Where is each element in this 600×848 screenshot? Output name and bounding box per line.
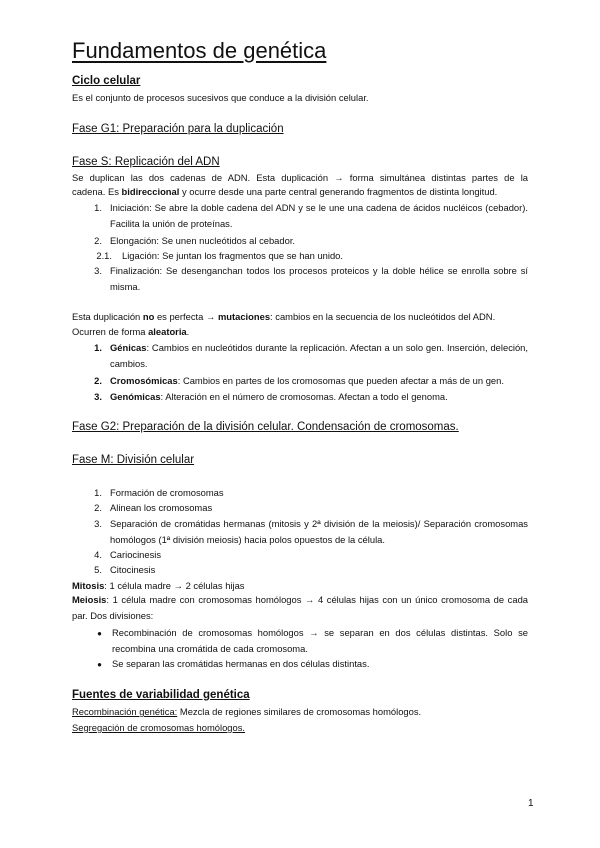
mutations-intro-line1: Esta duplicación no es perfecta → mutaciones: cambios en la secuencia de los nucleótidos del ADN. [72, 311, 496, 322]
mitosis-step: 4. Cariocinesis [94, 549, 162, 560]
bullet-icon: ● [97, 660, 102, 669]
replication-substep: 2.1. Ligación: Se juntan los fragmentos que se han unido. [96, 250, 343, 261]
replication-step: 3. Finalización: Se desenganchan todos los procesos proteicos y la doble hélice se enrolla sobre sí misma. [94, 265, 528, 292]
heading-fase-m: Fase M: División celular [72, 454, 195, 466]
fase-s-paragraph-line1: Se duplican las dos cadenas de ADN. Esta duplicación → forma simultánea distintas partes de la [72, 172, 528, 183]
meiosis-bullet: ● Se separan las cromátidas hermanas en dos células distintas. [72, 656, 528, 673]
meiosis-bullet: ● Recombinación de cromosomas homólogos → se separan en dos células distintas. Solo se recombina una cromátida de cada cromosoma. [72, 625, 528, 657]
heading-ciclo-celular: Ciclo celular [72, 75, 141, 87]
bullet-icon: ● [97, 629, 102, 638]
mutation-type: 1. Génicas: Cambios en nucleótidos durante la replicación. Afectan a un solo gen. Inserción, deleción, cambios. [94, 342, 528, 369]
page-number: 1 [528, 798, 534, 809]
heading-fase-g1: Fase G1: Preparación para la duplicación [72, 123, 284, 135]
mitosis-step: 5. Citocinesis [94, 564, 156, 575]
ciclo-description: Es el conjunto de procesos sucesivos que conduce a la división celular. [72, 92, 369, 103]
mutation-type: 2. Cromosómicas: Cambios en partes de los cromosomas que pueden afectar a más de un gen. [94, 375, 504, 386]
mutations-intro-line2: Ocurren de forma aleatoria. [72, 326, 190, 337]
bidireccional-term: bidireccional [121, 186, 180, 197]
mitosis-step: 3. Separación de cromátidas hermanas (mitosis y 2ª división de la meiosis)/ Separación cromosomas homólogos (1ª división meiosis) hacia polos opuestos de la célula. [94, 518, 528, 545]
fase-s-paragraph-line2: cadena. Es bidireccional y ocurre desde una parte central generando fragmentos de distinta longitud. [72, 186, 498, 197]
mitosis-step: 2. Alinean los cromosomas [94, 502, 213, 513]
replication-step: 2. Elongación: Se unen nucleótidos al cebador. [94, 235, 296, 246]
segregacion-line: Segregación de cromosomas homólogos. [72, 722, 246, 733]
meiosis-definition: Meiosis: 1 célula madre con cromosomas homólogos → 4 células hijas con un único cromosoma de cada par. Dos divisiones: [72, 594, 528, 621]
mitosis-step: 1. Formación de cromosomas [94, 487, 224, 498]
mutation-type: 3. Genómicas: Alteración en el número de cromosomas. Afectan a todo el genoma. [94, 391, 448, 402]
page-title: Fundamentos de genética [72, 38, 327, 63]
recombinacion-line: Recombinación genética: Mezcla de regiones similares de cromosomas homólogos. [72, 706, 422, 717]
heading-fase-s: Fase S: Replicación del ADN [72, 156, 220, 168]
mitosis-definition: Mitosis: 1 célula madre → 2 células hijas [72, 580, 245, 591]
heading-fase-g2: Fase G2: Preparación de la división celular. Condensación de cromosomas. [72, 421, 459, 433]
heading-fuentes-variabilidad: Fuentes de variabilidad genética [72, 689, 250, 701]
replication-step: 1. Iniciación: Se abre la doble cadena del ADN y se le une una cadena de ácidos nucléicos (cebador). Facilita la unión de proteínas. [94, 202, 528, 229]
document-page [72, 0, 528, 848]
mutaciones-term: mutaciones [217, 311, 271, 322]
